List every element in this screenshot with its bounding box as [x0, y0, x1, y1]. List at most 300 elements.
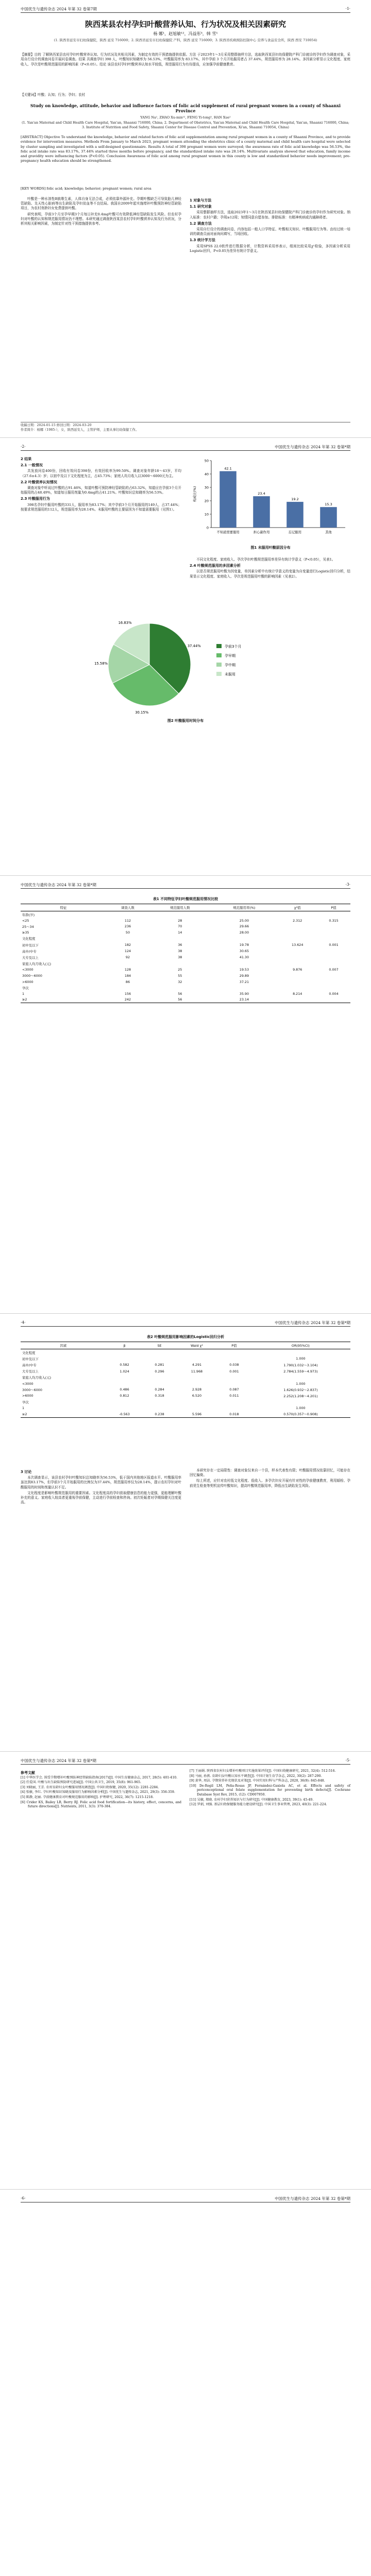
- table-cell: [278, 979, 317, 985]
- table-cell: 28: [178, 918, 182, 923]
- table-cell: 70: [178, 924, 182, 929]
- data-label: 19.2: [291, 497, 299, 502]
- table-cell: 56: [149, 997, 210, 1003]
- table-cell: [106, 1355, 143, 1362]
- table-cell: [106, 1399, 143, 1405]
- table-cell: 14: [178, 930, 182, 935]
- reference-item: [4] 张敏, 李红. 孕妇叶酸知识知晓及服用行为影响因素分析[J]. 中国优生与遗传杂志, 2021, 29(3): 356-359.: [21, 1790, 175, 1794]
- table-header-cell: P值: [217, 1342, 251, 1349]
- body-column-right: [190, 197, 350, 255]
- table-cell: 0.001: [329, 943, 339, 947]
- table-cell: [217, 1399, 251, 1405]
- data-label: 42.1: [224, 466, 232, 471]
- table-row: [21, 1399, 350, 1405]
- table-cell: 0.238: [143, 1411, 176, 1418]
- section-heading-results: 2 结果: [21, 457, 32, 461]
- table-cell: [143, 1355, 176, 1362]
- discussion-paragraph-4: 综上所述，应针对农村低文化程度、低收入、多孕次妇女开展有针对性的孕前健康教育，利用婚检、孕前优生检查等契机宣传叶酸知识，提高叶酸规范服用率，降低出生缺陷发生风险。: [190, 1479, 350, 1488]
- table-row: [21, 1368, 350, 1375]
- y-tick-label: 30: [204, 485, 209, 490]
- x-tick-label: 担心副作用: [253, 531, 270, 534]
- table-row: [21, 1381, 350, 1386]
- legend-swatch: [216, 644, 222, 648]
- table-cell: 0.018: [217, 1411, 251, 1418]
- intro-paragraph-2: 研究表明，孕前3个月至孕早期3个月每日补充0.4mg叶酸可有效降低神经管缺陷发生风险。但农村孕妇对叶酸的认知和规范服用情况仍不理想。本研究通过调查陕西某县农村孕妇叶酸营养认知及行为状况，分析其相关影响因素，为制定针对性干预措施提供参考。: [21, 212, 181, 226]
- table-cell: [251, 1349, 350, 1356]
- table-cell: 124: [124, 949, 131, 954]
- data-label: 37.44%: [187, 643, 201, 648]
- table-row: [21, 985, 350, 991]
- table-cell: [278, 936, 317, 942]
- running-head: [21, 5, 350, 13]
- table-cell: <3000: [22, 968, 33, 972]
- x-tick-label: 不知道需要服用: [216, 531, 240, 534]
- authors-en: YANG Na¹, ZHAO Xu-min¹², FENG Yi-tong³, HAN Xue¹: [140, 115, 231, 120]
- table-cell: 11.968: [191, 1369, 203, 1374]
- author-bio: 作者简介：杨娜（1985-），女，陕西延安人，主管护师，主要从事妇幼保健工作。: [21, 428, 139, 432]
- table-1: [21, 904, 350, 1003]
- results-paragraph-4: 不同文化程度、家庭收入、孕次孕妇叶酸规范服用率差异有统计学意义（P<0.05），见表1。: [196, 557, 335, 562]
- table-cell: [278, 930, 317, 936]
- table-cell: 13.624: [292, 943, 303, 947]
- table-cell: [210, 911, 278, 918]
- body-column-left: [21, 455, 181, 513]
- reference-item: [10] De-Regil LM, Peña-Rosas JP, Fernández-Gaxiola AC, et al. Effects and safety of periconceptional oral folate supplementation for preventing birth defects[J]. Cochrane Database Syst Rev, 2015, (12): CD007950.: [190, 1784, 350, 1797]
- table-cell: [278, 911, 317, 918]
- table-cell: [176, 1405, 217, 1411]
- table-cell: [176, 1375, 217, 1381]
- table-2-block: [21, 1334, 350, 1418]
- table-row: [21, 954, 350, 960]
- page-number: ·5·: [345, 1758, 350, 1762]
- table-cell: [106, 1349, 143, 1356]
- table-cell: 年龄(岁): [22, 912, 35, 917]
- page-4: [0, 1314, 371, 1752]
- table-cell: [143, 1375, 176, 1381]
- page-5-content: [21, 1757, 350, 2184]
- table-row: [21, 918, 350, 923]
- table-header-row: [21, 1342, 350, 1349]
- table-row: [21, 923, 350, 929]
- y-tick-label: 50: [204, 459, 209, 463]
- table-cell: [317, 948, 350, 954]
- journal-name: 中国优生与遗传杂志 2024 年第 32 卷第*期: [21, 1758, 96, 1763]
- table-header-cell: OR(95%CI): [251, 1342, 350, 1349]
- table-cell: 初中及以下: [22, 1357, 39, 1361]
- table-cell: [210, 985, 278, 991]
- journal-name: 中国优生与遗传杂志 2024 年第 32 卷第*期: [21, 883, 96, 887]
- table-cell: 56: [178, 992, 182, 996]
- table-cell: 0.004: [329, 992, 339, 996]
- table-cell: [176, 1349, 217, 1356]
- running-head: [21, 1319, 350, 1327]
- section-heading-methods: 1 对象与方法: [190, 198, 212, 202]
- table-header-cell: 调查人数: [106, 904, 149, 911]
- legend-swatch: [216, 672, 222, 676]
- bar: [220, 471, 237, 528]
- page-number: ·3·: [345, 882, 350, 887]
- table-cell: 孕次: [22, 1400, 29, 1405]
- table-cell: 92: [125, 955, 130, 960]
- x-tick-label: 忘记服用: [288, 531, 302, 534]
- table-cell: 1.626(0.932～2.837): [283, 1387, 318, 1392]
- table-row: [21, 1355, 350, 1362]
- bar: [320, 507, 337, 528]
- table-header-cell: χ²值: [278, 904, 317, 911]
- table-cell: 0.087: [229, 1387, 239, 1392]
- subsection-heading: 2.1 一般情况: [21, 463, 43, 468]
- table-header-cell: 特征: [21, 904, 106, 911]
- intro-paragraph-1: 叶酸是一种水溶性B族维生素，人体自身无法合成，必须依靠外源补充。孕期叶酸缺乏可导致胎儿神经管缺陷、先天性心脏病等出生缺陷及孕妇贫血等不良结局。我国自2009年起实施增补叶酸预防神经管缺陷项目，为农村育龄妇女免费提供叶酸。: [21, 197, 181, 211]
- table-cell: [143, 1405, 176, 1411]
- bar-chart: [191, 455, 350, 543]
- reference-item: [7] 王丽娟. 陕西省农村妇女增补叶酸项目实施效果评价[J]. 中国妇幼健康研究, 2021, 32(4): 512-516.: [190, 1769, 336, 1773]
- table-cell: -0.563: [106, 1411, 143, 1418]
- table-cell: 大专及以上: [22, 1369, 39, 1374]
- table-row: [21, 997, 350, 1003]
- table-cell: [278, 923, 317, 929]
- table-header-cell: SE: [143, 1342, 176, 1349]
- table-cell: 初中及以下: [22, 943, 39, 947]
- legend-entry: 未服用: [225, 672, 235, 676]
- table-cell: 0.038: [229, 1363, 239, 1367]
- table-cell: [176, 1355, 217, 1362]
- table-cell: 3000～6000: [22, 1387, 42, 1392]
- body-column-left: [21, 197, 181, 227]
- table-cell: 30.65: [239, 949, 249, 954]
- table-cell: [278, 954, 317, 960]
- page-3: [0, 876, 371, 1314]
- table-cell: ≥2: [21, 1411, 106, 1418]
- table-row: [21, 948, 350, 954]
- table-header-row: [21, 904, 350, 911]
- body-column-left: [21, 1468, 181, 1506]
- table-cell: 0.318: [155, 1394, 164, 1398]
- table-1-caption: 表1 不同特征孕妇叶酸规范服用情况比较: [153, 897, 218, 901]
- table-cell: [317, 961, 350, 967]
- data-label: 30.15%: [135, 710, 149, 715]
- table-cell: [149, 911, 210, 918]
- table-cell: [106, 1375, 143, 1381]
- table-cell: 23.14: [210, 997, 278, 1003]
- table-cell: 50: [125, 930, 130, 935]
- table-cell: [217, 1349, 251, 1356]
- table-header-cell: β: [106, 1342, 143, 1349]
- y-axis-label: 构成比(%): [193, 486, 197, 502]
- table-cell: [106, 1381, 143, 1386]
- table-cell: >6000: [22, 1394, 33, 1398]
- table-row: [21, 1386, 350, 1393]
- table-cell: 0.570(0.357～0.908): [251, 1411, 350, 1418]
- table-cell: [317, 954, 350, 960]
- legend-entry: 孕早期: [225, 654, 235, 658]
- table-cell: 2.784(1.559～4.973): [283, 1369, 318, 1374]
- table-cell: 38: [178, 949, 182, 954]
- table-cell: 家庭人均月收入(元): [22, 962, 52, 967]
- table-cell: 大专及以上: [22, 955, 39, 960]
- table-cell: [143, 1399, 176, 1405]
- table-cell: 孕次: [22, 986, 29, 990]
- table-cell: 文化程度: [22, 937, 36, 941]
- journal-name: 中国优生与遗传杂志 2024 年第 32 卷第*期: [275, 2196, 350, 2201]
- pie-chart: [21, 613, 350, 716]
- table-cell: 112: [124, 918, 131, 923]
- page-number: ·4·: [21, 1320, 26, 1325]
- table-cell: 19.53: [239, 968, 249, 972]
- table-header-cell: 因素: [21, 1342, 106, 1349]
- table-cell: 1.024: [120, 1369, 129, 1374]
- table-row: [21, 1362, 350, 1368]
- table-cell: [317, 997, 350, 1003]
- data-label: 16.83%: [118, 620, 132, 625]
- table-cell: [317, 979, 350, 985]
- table-cell: [317, 985, 350, 991]
- table-cell: [143, 1349, 176, 1356]
- table-2-caption: 表2 叶酸规范服用影响因素的Logistic回归分析: [146, 1335, 225, 1339]
- table-cell: [106, 911, 149, 918]
- methods-paragraph-1: 采用整群抽样方法，选取2023年1～3月在陕西某县妇幼保健院产科门诊就诊的孕妇作为研究对象。纳入标准：农村户籍；孕周≥12周；知情同意自愿参加。排除标准：有精神疾病或沟通障碍者。: [190, 210, 350, 219]
- table-cell: 184: [124, 973, 131, 978]
- table-cell: 1: [22, 1406, 25, 1411]
- table-cell: [176, 1399, 217, 1405]
- table-cell: [278, 948, 317, 954]
- journal-name: 中国优生与遗传杂志 2024 年第 32 卷第7期: [21, 7, 97, 11]
- affiliations: (1. 陕西省延安市妇幼保健院，陕西 延安 716000；2. 陕西省延安市妇幼保健院 产科，陕西 延安 716000；3. 陕西省疾病预防控制中心 营养与食品安全所，陕西 西安 710054): [54, 38, 317, 42]
- table-cell: [106, 1405, 143, 1411]
- subsection-heading: 2.2 叶酸营养认知情况: [21, 480, 57, 484]
- table-cell: 35.90: [239, 992, 249, 996]
- subsection-heading: 1.1 研究对象: [190, 205, 212, 209]
- table-cell: 家庭人均月收入(元): [22, 1376, 52, 1380]
- subsection-heading: 2.3 叶酸服用行为: [21, 497, 50, 501]
- running-head: [21, 1757, 350, 1765]
- table-row: [21, 942, 350, 948]
- journal-name: 中国优生与遗传杂志 2024 年第 32 卷第*期: [275, 1320, 350, 1325]
- figure-1: [191, 455, 350, 553]
- page-2-content: [21, 443, 350, 870]
- discussion-paragraph-2: 文化程度是影响叶酸规范服用的重要因素。文化程度高的孕妇获取健康信息的能力更强，更能理解叶酸补充的意义。家庭收入较高者更重视孕前保健，主动进行孕前检查和咨询。初次妊娠者对孕期保健关注度更高。: [21, 1490, 181, 1505]
- y-tick-label: 10: [204, 512, 209, 517]
- table-2: [21, 1342, 350, 1418]
- page-5: [0, 1752, 371, 2190]
- table-cell: [217, 1381, 251, 1386]
- results-paragraph-3: 398名孕妇中服用叶酸的331人，服用率为83.17%；其中孕前3个月开始服用的149人，占37.44%；按要求规范服用的112人，规范服用率为28.14%。未服用叶酸的主要原因为不知道需要服用（见图1）。: [21, 502, 181, 512]
- figure-2: [21, 613, 350, 726]
- running-head: [21, 881, 350, 889]
- legend-entry: 孕中期: [225, 663, 235, 667]
- reference-item: [2] 任爱国. 叶酸与出生缺陷预防研究进展[J]. 中国公共卫生, 2019, 35(8): 961-965.: [21, 1781, 142, 1785]
- table-cell: 5.596: [176, 1411, 217, 1418]
- references-left: [21, 1769, 181, 1810]
- table-cell: 0.281: [155, 1363, 164, 1367]
- page-4-content: [21, 1319, 350, 1746]
- table-row: [21, 961, 350, 967]
- table-cell: 128: [124, 968, 131, 972]
- table-cell: 182: [124, 943, 131, 947]
- table-cell: [317, 930, 350, 936]
- reference-item: [5] 陈静, 赵丽. 孕前健康教育对叶酸规范服用的影响[J]. 护理研究, 2022, 36(7): 1215-1218.: [21, 1795, 154, 1799]
- bar: [286, 502, 303, 528]
- page-6: [0, 2190, 371, 2576]
- journal-name: 中国优生与遗传杂志 2024 年第 32 卷第*期: [275, 445, 350, 449]
- table-cell: [278, 973, 317, 979]
- page-2: [0, 438, 371, 876]
- reference-item: [1] 中华医学会. 围受孕期增补叶酸预防神经管缺陷指南(2017)[J]. 中国生育健康杂志, 2017, 28(5): 401-410.: [21, 1775, 178, 1780]
- page-1-content: [21, 5, 350, 432]
- section-heading-references: 参考文献: [21, 1771, 35, 1775]
- table-cell: [149, 985, 210, 991]
- legend-swatch: [216, 663, 222, 667]
- table-cell: [143, 1381, 176, 1386]
- discussion-paragraph-1: 本次调查显示，该县农村孕妇叶酸知识总知晓率为56.53%，低于国内其他地区报道水平。叶酸服用率虽达到83.17%，但孕前3个月开始服用的比例仅为37.44%，规范服用率仅为28.14%，提示农村孕妇对叶酸服用的时间和剂量认识不足。: [21, 1476, 181, 1489]
- page-number: ·2·: [21, 444, 26, 449]
- table-cell: 2.312: [293, 918, 302, 923]
- table-row: [21, 930, 350, 936]
- table-cell: 1.000: [296, 1406, 306, 1411]
- table-row: [21, 979, 350, 985]
- running-head: [21, 443, 350, 451]
- page-number: ·6·: [21, 2196, 26, 2200]
- table-cell: [149, 936, 210, 942]
- table-header-cell: P值: [317, 904, 350, 911]
- table-cell: 37.21: [239, 979, 249, 984]
- table-cell: [217, 1355, 251, 1362]
- table-cell: 0.315: [329, 918, 339, 923]
- table-cell: 0.011: [229, 1394, 239, 1398]
- title-en: Study on knowledge, attitude, behavior and influence factors of folic acid supplement of rural pregnant women in a county of Shaanxi Province: [30, 103, 341, 113]
- page-footer: [21, 422, 350, 432]
- reference-item: [6] Crider KS, Bailey LB, Berry RJ. Folic acid food fortification—its history, effect, concerns, and future directions[J]. Nutrients, 2011, 3(3): 370-384.: [21, 1800, 181, 1809]
- table-cell: 38: [178, 955, 182, 960]
- methods-paragraph-3: 采用SPSS 22.0软件进行数据分析，计数资料采用率表示，组间比较采用χ²检验，多因素分析采用Logistic回归，P<0.05为差异有统计学意义。: [190, 244, 350, 253]
- table-row: [21, 1349, 350, 1356]
- table-cell: 25: [178, 968, 182, 972]
- table-row: [21, 1375, 350, 1381]
- table-cell: <25: [22, 918, 29, 923]
- page-number: ·1·: [345, 6, 350, 11]
- table-cell: 242: [106, 997, 149, 1003]
- running-head: [21, 2195, 350, 2202]
- table-cell: 1: [22, 992, 25, 996]
- received-date: 收稿日期：2024-01-15 修回日期：2024-03-20: [21, 423, 92, 427]
- authors: 杨 娜¹，赵旭敏¹²，冯益彤³，韩 雪¹: [153, 31, 218, 36]
- table-cell: [317, 923, 350, 929]
- methods-paragraph-2: 采用自行设计的调查问卷，内容包括一般人口学特征、叶酸相关知识、叶酸服用行为等。由经过统一培训的调查员面对面询问填写，当场回收。: [190, 227, 350, 236]
- table-cell: [210, 936, 278, 942]
- results-paragraph-2: 调查对象中听说过叶酸的占91.46%，知道叶酸可预防神经管缺陷的占63.32%，知道应在孕前3个月开始服用的占48.49%，知道每日服用剂量为0.4mg的占41.21%。叶酸知识总知晓率为56.53%。: [21, 486, 181, 495]
- subsection-heading: 1.2 调查方法: [190, 221, 212, 226]
- table-cell: [317, 936, 350, 942]
- table-1-block: [21, 896, 350, 1003]
- table-cell: 0.582: [120, 1363, 129, 1367]
- reference-item: [9] 黄华, 周洁. 孕期营养补充现状及对策[J]. 中国实用妇科与产科杂志, 2020, 36(9): 845-848.: [190, 1779, 325, 1783]
- table-cell: 0.486: [120, 1387, 129, 1392]
- table-cell: 156: [124, 992, 131, 996]
- table-row: [21, 973, 350, 979]
- paper-title: 陕西某县农村孕妇叶酸营养认知、行为状况及相关因素研究: [85, 20, 286, 29]
- table-cell: 2.252(1.208～4.201): [283, 1394, 318, 1398]
- abstract-en: [ABSTRACT] Objective To understand the knowledge, behavior and related factors of folic acid supplementation among rural pregnant women in a county of Shaanxi Province, and to provide evidence for intervention measures. Methods From January to March 2023, pregnant women attending the obstetrics clinic of a county maternal and child health care hospital were selected by cluster sampling and investigated with a self-designed questionnaire. Results A total of 398 pregnant women were surveyed; the awareness rate of folic acid knowledge was 56.53%, the folic acid intake rate was 83.17%, 37.44% started three months before pregnancy, and the standardized intake rate was 28.14%. Multivariate analysis showed that education, family income and gravidity were influencing factors (P<0.05). Conclusion Awareness of folic acid among rural pregnant women in this county is low and standardized behavior needs improvement; pre-pregnancy health education should be strengthened.: [21, 135, 350, 163]
- page-3-content: [21, 881, 350, 1308]
- table-cell: [217, 1375, 251, 1381]
- table-row: [21, 911, 350, 918]
- table-cell: [106, 961, 149, 967]
- table-cell: [251, 1375, 350, 1381]
- table-cell: [278, 961, 317, 967]
- table-cell: 8.214: [293, 992, 302, 996]
- keywords-en: [KEY WORDS] folic acid; knowledge; behavior; pregnant women; rural area: [21, 187, 151, 191]
- table-cell: 2.928: [192, 1387, 202, 1392]
- table-cell: 0.284: [155, 1387, 164, 1392]
- reference-item: [11] 吴敏, 郑晓. 农村孕妇营养知识与行为研究[J]. 中国健康教育, 2023, 39(1): 45-49.: [190, 1798, 314, 1802]
- table-cell: 4.291: [192, 1363, 202, 1367]
- table-header-cell: 规范服用人数: [149, 904, 210, 911]
- references-right: [190, 1769, 350, 1808]
- table-cell: 32: [178, 979, 182, 984]
- table-cell: 0.001: [229, 1369, 239, 1374]
- table-cell: [217, 1405, 251, 1411]
- keywords-cn: 【关键词】叶酸；认知；行为；孕妇；农村: [21, 93, 86, 97]
- table-cell: 0.296: [155, 1369, 164, 1374]
- subsection-heading: 1.3 统计学方法: [190, 238, 215, 243]
- subsection-heading: 2.4 叶酸规范服用的多因素分析: [190, 564, 241, 568]
- abstract-cn: 【摘要】目的 了解陕西某县农村孕妇叶酸营养认知、行为状况及其相关因素，为制定有效的干预措施提供依据。方法 于2023年1～3月采用整群抽样方法，选取陕西某县妇幼保健院产科门诊就诊的孕妇作为调查对象，采用自行设计的调查问卷开展问卷调查。结果 共调查孕妇 398 人，叶酸知识知晓率为 56.53%，叶酸服用率为 83.17%，其中孕前 3 个月开始服用者占 37.44%，规范服用率为 28.14%。多因素分析显示文化程度、家庭收入、孕次是叶酸规范服用的影响因素（P<0.05）。结论 该县农村孕妇叶酸营养认知水平较低，规范服用行为有待提高，应加强孕前健康教育。: [21, 53, 350, 66]
- table-cell: 28.00: [239, 930, 249, 935]
- page-6-content: [21, 2195, 350, 2576]
- table-cell: 36: [178, 943, 182, 947]
- table-cell: 86: [125, 979, 130, 984]
- table-cell: [317, 973, 350, 979]
- table-cell: 25.00: [239, 918, 249, 923]
- body-column-right: [190, 1468, 350, 1489]
- table-row: [21, 1393, 350, 1399]
- table-cell: [317, 911, 350, 918]
- table-cell: [251, 1399, 350, 1405]
- table-cell: 0.007: [329, 968, 339, 972]
- data-label: 15.58%: [94, 661, 108, 666]
- table-cell: 高中/中专: [22, 1363, 37, 1367]
- table-cell: 1.790(1.032～3.104): [283, 1363, 318, 1367]
- table-row: [21, 991, 350, 996]
- reference-item: [3] 刘晓丽, 王芳. 农村育龄妇女叶酸服用情况调查[J]. 中国妇幼保健, 2020, 35(12): 2281-2284.: [21, 1785, 159, 1789]
- table-row: [21, 936, 350, 942]
- table-cell: [106, 985, 149, 991]
- table-row: [21, 1411, 350, 1418]
- table-cell: 0.812: [120, 1394, 129, 1398]
- table-cell: 236: [124, 924, 131, 929]
- results-paragraph-1: 共发放问卷400份，回收有效问卷398份，有效回收率为99.50%。调查对象年龄18～43岁，平均（27.6±4.3）岁；以初中及以下文化程度为主，占45.73%；家庭人均月收入以3000～6000元为主。: [21, 469, 181, 478]
- table-cell: 29.89: [239, 973, 249, 978]
- table-cell: [149, 961, 210, 967]
- bar: [253, 496, 270, 528]
- table-cell: 1.000: [296, 1357, 306, 1361]
- table-row: [21, 1405, 350, 1411]
- data-label: 15.3: [325, 502, 332, 507]
- table-cell: 29.66: [239, 924, 249, 929]
- results-paragraph-5: 以是否规范服用叶酸为因变量，单因素分析中有统计学意义的变量为自变量进行Logistic回归分析，结果显示文化程度、家庭收入、孕次是规范服用叶酸的影响因素（见表2）。: [190, 569, 350, 579]
- table-cell: >6000: [22, 979, 33, 984]
- x-tick-label: 其他: [325, 531, 332, 534]
- table-cell: 9.876: [293, 968, 302, 972]
- reference-item: [8] 马丽, 孙燕. 育龄妇女叶酸认知水平调查[J]. 中国计划生育学杂志, 2022, 30(2): 287-290.: [190, 1774, 322, 1778]
- reference-item: [12] 罗娟, 刘强. 基层妇幼保健服务能力建设研究[J]. 中国卫生事业管理, 2023, 40(3): 221-224.: [190, 1803, 327, 1807]
- y-tick-label: 0: [206, 526, 209, 530]
- table-cell: 6.520: [192, 1394, 202, 1398]
- y-tick-label: 40: [204, 472, 209, 477]
- table-header-cell: Wald χ²: [176, 1342, 217, 1349]
- legend-swatch: [216, 653, 222, 657]
- table-cell: 41.30: [239, 955, 249, 960]
